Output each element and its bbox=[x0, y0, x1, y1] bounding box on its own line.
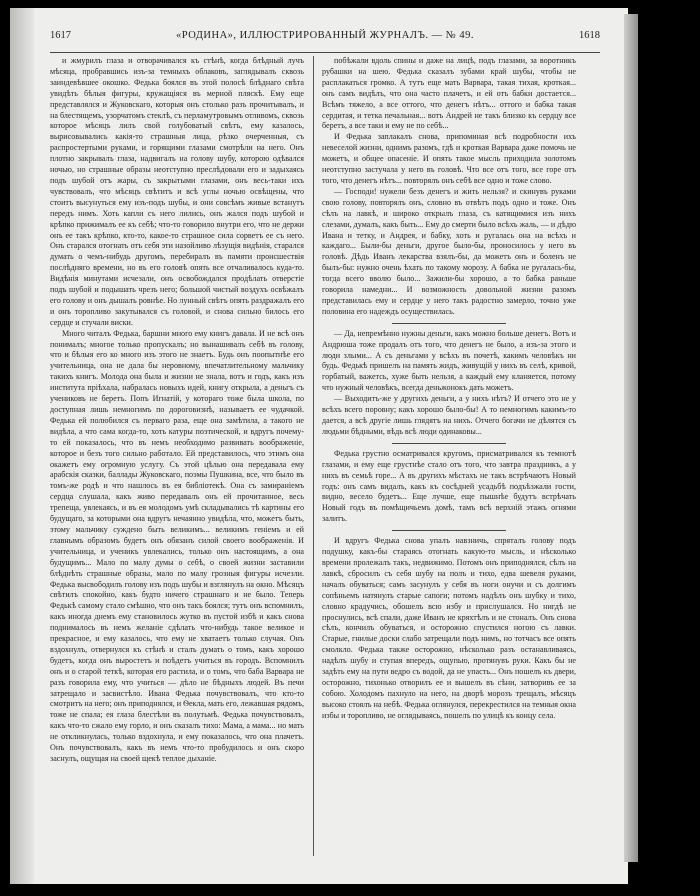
section-divider bbox=[392, 323, 506, 324]
left-column bbox=[50, 56, 304, 866]
paragraph: побѣжали вдоль спины и даже на лицѣ, подъ глазами, за воротникъ рубашки на шею. Федька сказалъ зубами край шубы, чтобы не расплакаться громко. А тутъ еще мать Варвара, такая тихая, кроткая... онъ самъ видѣлъ, что она часто плачетъ, и ей отъ бабки достается... Всѣмъ тяжело, а все оттого, что денегъ нѣтъ... оттого и бабка такая сердитая, и тетка печальная... вотъ Андрей не такъ близко къ сердцу все беретъ, а все таки и ему не по себѣ... bbox=[322, 56, 576, 131]
paragraph: И вдругъ Федька снова упалъ навзничь, спряталъ голову подъ подушку, какъ-бы стараясь отогнать какую-то мысль, и нѣсколько времени пролежалъ такъ, недвижимо. Потомъ онъ приподнялся, сѣлъ на лавкѣ, сбросилъ съ себя шубу на полъ и тихо, едва шевеля руками, началъ обуваться; самъ засунулъ у себя въ ноги онучи и съ долгимъ сопѣньемъ натянулъ старые сапоги; потомъ надѣлъ онъ шубку и тихо, словно крадучись, обошелъ всю избу и прислушался. Но нигдѣ не проснулись, всѣ спали, даже Иванъ не кряхтѣлъ и не стоналъ. Онъ снова сѣлъ, кончилъ обуваться, и осторожно спустился ногою съ лавки. Старые, гнилые доски слабо затрещали подъ нимъ, но тотчасъ все опять смолкло. Федька также осторожно, нѣсколько разъ останавливаясь, надѣлъ шубу и ступая впередъ, ощупью, протянувъ руки. Какъ бы не задѣть ему на пути ведро съ водой, да не упасть... Онъ пошелъ къ двери, осторожно, тихонько отворилъ ее и вышелъ въ сѣни, затворивъ ее за собою. Холодомъ пахнуло на него, на дворѣ морозъ трещалъ, мѣсяцъ высоко стоялъ на небѣ. Федька оглянулся, перекрестился на темныя окна избы и торопливо, не оглядываясь, пошелъ по улицѣ къ концу села. bbox=[322, 536, 576, 720]
header-rule bbox=[50, 52, 600, 53]
paragraph: Федька грустно осматривался кругомъ, присматривался къ темнотѣ глазами, и ему еще грустнѣе стало отъ того, что завтра праздникъ, а у нихъ въ семьѣ горе... А въ другихъ мѣстахъ не такъ встрѣчаютъ Новый годъ: онъ самъ видалъ, какъ къ сосѣдней усадьбѣ подъѣзжали гости, видно, весело будетъ... Еще лучше, еще пышнѣе будутъ встрѣчать Новый годъ въ помѣщичьемъ домѣ, тамъ всѣ верхній этажъ огнями залитъ. bbox=[322, 448, 576, 524]
paragraph: Много читалъ Федька, баршни много ему книгъ давала. И не всѣ онъ понималъ; многое только пропускалъ; но вынашивалъ себѣ въ голову, что и бѣлыя его ко много изъ этого не знаетъ. Будь онъ поопытнѣе его учительница, она не дала бы неровному, впечатлительному мальчику такихъ книгъ. Молода она была и жизни не знала, вотъ и годъ, какъ изъ института пріѣхала, набралась новыхъ идей, книгу открыла, а деньгъ съ учениковъ не беретъ. Попъ Игнатій, у котораго тоже была школа, по доступная лишь немногимъ по дороговизнѣ, называетъ ее чудачкой. Федька ей полюбился съ перваго раза, еще она замѣтила, а такого не видѣла, а что сама когда-то, хоть катуры поэтической, и вдругъ почему-то ей показалось, что въ немъ необходимо развивать воображеніе, которое и безъ того сильно работало. Ей представилось, что этимъ она окажетъ ему огромную услугу. Съ этой цѣлью она передавала ему арабскія сказки, баллады Жуковскаго, поэмы Пушкина, все, что было въ томъ-же родѣ и что нашлось въ ея библіотекѣ. Она съ замираніемъ сердца слушала, какъ живо передавалъ онъ ей прочитанное, весь трепеща, увлекаясь, и въ ея молодомъ умѣ складывались тѣ картины его будущаго, за которыми она вдругъ нечаянно увидѣла, что, можетъ быть, этому мальчику суждено быть великимъ... великимъ геніемъ и ей главнымъ образомъ будетъ онъ обязанъ силой своего воображенія. И учительница, и ученикъ увлекались, только онъ настоящимъ, а она будущимъ... Мало по малу думы о себѣ, о своей жизни заставили блѣднѣть страшные образы, мало по малу грозныя фигуры исчезли. Федька высвободилъ голову изъ подъ шубы и взглянулъ на окно. Мѣсяцъ свѣтилъ спокойно, какъ будто ничего страшнаго и не было. Теперь Федькѣ самому стало смѣшно, что онъ такъ боялся; тутъ онъ вспомнилъ, какъ иногда днемъ ему становилось жутко въ пустой избѣ и какъ снова поднималось въ немъ желаніе сдѣлать что-нибудь такое великое и прекрасное, и ему казалось, что ему не хватаетъ только случая. Онъ вздохнулъ, отвернулся къ стѣнѣ и сталъ думать о томъ, какъ хорошо будетъ, когда онъ выростетъ и поѣдетъ учиться въ городъ. Вспомнилъ онъ и о старой теткѣ, которая его растила, и о томъ, что баба Варвара не разъ говорила ему, что учиться — дѣло не бѣдныхъ людей. Въ печи затрещало и засвистѣло. Ивана Федька почувствовалъ, что кто-то смотритъ на него; онъ приподнялся, и Ѳекла, мать его, лежавшая рядомъ, тоже не спала; ея глаза блестѣли въ полутьмѣ. Федька почувствовалъ, какъ что-то сжало ему горло, и онъ сказалъ тихо: Мама, а мама... но мать не откликнулась, только вздохнула, и ему показалось, что она плачетъ. Онъ почувствовалъ, какъ въ немъ что-то пробудилось и онъ скоро заснулъ, ощущая на своей щекѣ теплое дыханіе. bbox=[50, 328, 304, 763]
section-divider bbox=[392, 443, 506, 444]
right-column bbox=[322, 56, 576, 866]
page-number-right: 1618 bbox=[579, 30, 600, 41]
page-edge-shadow bbox=[624, 14, 638, 862]
paragraph: И Федька заплакалъ снова, припоминая всѣ подробности ихъ невеселой жизни, однимъ разомъ, гдѣ и кроткая Варвара даже помочь не можетъ, и общее опасеніе. И опять такое мысль приходила золотомъ неотступно застучала у него въ головѣ. Что все отъ того, все горе отъ того, что денегъ нѣтъ... повторялъ онъ себѣ все одно и тоже слово. bbox=[322, 132, 576, 185]
section-divider bbox=[392, 530, 506, 531]
paragraph: — Господи! нужели безъ денегъ и жить нельзя? и скинувъ руками свою голову, повторялъ онъ, словно въ отвѣтъ подъ одно и тоже. Онъ сѣлъ на лавкѣ, и широко открылъ глаза, съ катящимися изъ нихъ слезами, думалъ, какъ быть... Ему до смерти было всѣхъ жаль, — и дѣдю Ивана и тетку, и Андрея, и бабку, хоть и ругалась она на всѣхъ и каждаго... Были-бы деньги, другое было-бы, проносилось у него въ головѣ. Дѣдь Иванъ лекарства взялъ-бы, да можетъ онъ и боленъ не былъ-бы: нужно очень ѣхать по такому морозу. А бабка не ругалась-бы, тогда всего вволю было... Зажили-бы хорошо, а то бабка раньше говорила намедни... И возможность довольной жизни разомъ представилась ему и сердце у него такъ радостно замерло, точно уже половина его надеждъ осуществилась. bbox=[322, 186, 576, 316]
journal-title: «РОДИНА», ИЛЛЮСТРИРОВАННЫЙ ЖУРНАЛЪ. — № 49. bbox=[175, 30, 475, 41]
running-header bbox=[50, 30, 600, 46]
binding-edge bbox=[10, 8, 34, 884]
column-divider bbox=[313, 56, 314, 856]
paragraph: — Выходитъ-же у другихъ деньги, а у нихъ нѣтъ? И отчего это не у всѣхъ всего поровну; какъ хорошо было-бы! А то немногимъ какимъ-то дается, а всѣ другіе лишь глядятъ на нихъ. Отчего богачи не дѣлятся съ людьми бѣдными, вѣдь всѣ люди одинаковы... bbox=[322, 394, 576, 436]
paragraph: — Да, непремѣнно нужны деньги, какъ можно больше денегъ. Вотъ и Андрюша тоже продалъ отъ того, что денегъ не было, а изъ-за этого и люди злыми... А съ деньгами у всѣхъ въ почетѣ, какимъ человѣкъ ни будь. Федькѣ пришелъ на память жидъ, живущій у нихъ въ селѣ, кривой, горбатый, важетсь, хуже быть нельзя, а каждый ему кланяется, потому что нужный человѣкъ, всегда деньжонокъ дать можетъ. bbox=[322, 328, 576, 393]
paragraph: и жмурилъ глаза и отворачивался къ стѣнѣ, когда блѣдный лучъ мѣсяца, пробравшись изъ-за темныхъ облаковъ, заглядывалъ сквозь заиндевѣвшее окошко. Федька боялся въ этой полосѣ блѣднаго свѣта увидѣть бѣлыя фигуры, кружащіяся въ мерной пляскѣ. Ему еще представлялся и Жуковскаго, которыя онъ столько разъ прочитывалъ, и на блестящемъ, узорчатомъ стеклѣ, съ перламутровымъ отливомъ, сквозь которое мѣсяцъ лилъ свой голубоватый свѣтъ, ему казалось, вырисовывались какія-то страшныя лица, рѣзко очерченныя, съ распростертыми руками, и горящими глазами смотрѣли на него. Онъ плотно закрывалъ глаза, надвигалъ на голову шубу, которою одѣвался ночью, но страшные образы неотступно преслѣдовали его и задыхаясь подъ шубой отъ жары, съ закрытыми глазами, онъ весь-таки ихъ чувствовалъ, что мѣсяцъ свѣтитъ и всѣ углы ночью освѣщены, что стоитъ высунуться ему изъ-подъ шубы, и они совсѣмъ живые встанутъ передъ нимъ. Хоть капли съ него лились, онъ жался подъ шубой и крѣпко прижималъ ее къ себѣ; что-то говорило внутри его, что не держи онъ ее такъ крѣпко, кто-то, какое-то страшное сила сорветъ ее съ него. Онъ старался отогнать отъ себя эти назойливо лѣзущія видѣнія, старался думать о чемъ-нибудь другомъ, перебиралъ въ памяти происшествія послѣдняго времени, но въ его головѣ опять все отчаливалось куда-то. Видѣнія минутами исчезали, онъ освобождался продѣлать отверстіе подъ шубой и подышать чрезъ него; большой чистый воздухъ освѣжалъ его голову и онъ дышалъ ровнѣе. Но лунный свѣтъ опять раздражалъ его и онъ торопливо закутывался съ головой, и снова сильно билось его сердце и стучали виски. bbox=[50, 56, 304, 327]
page-number-left: 1617 bbox=[50, 30, 71, 41]
